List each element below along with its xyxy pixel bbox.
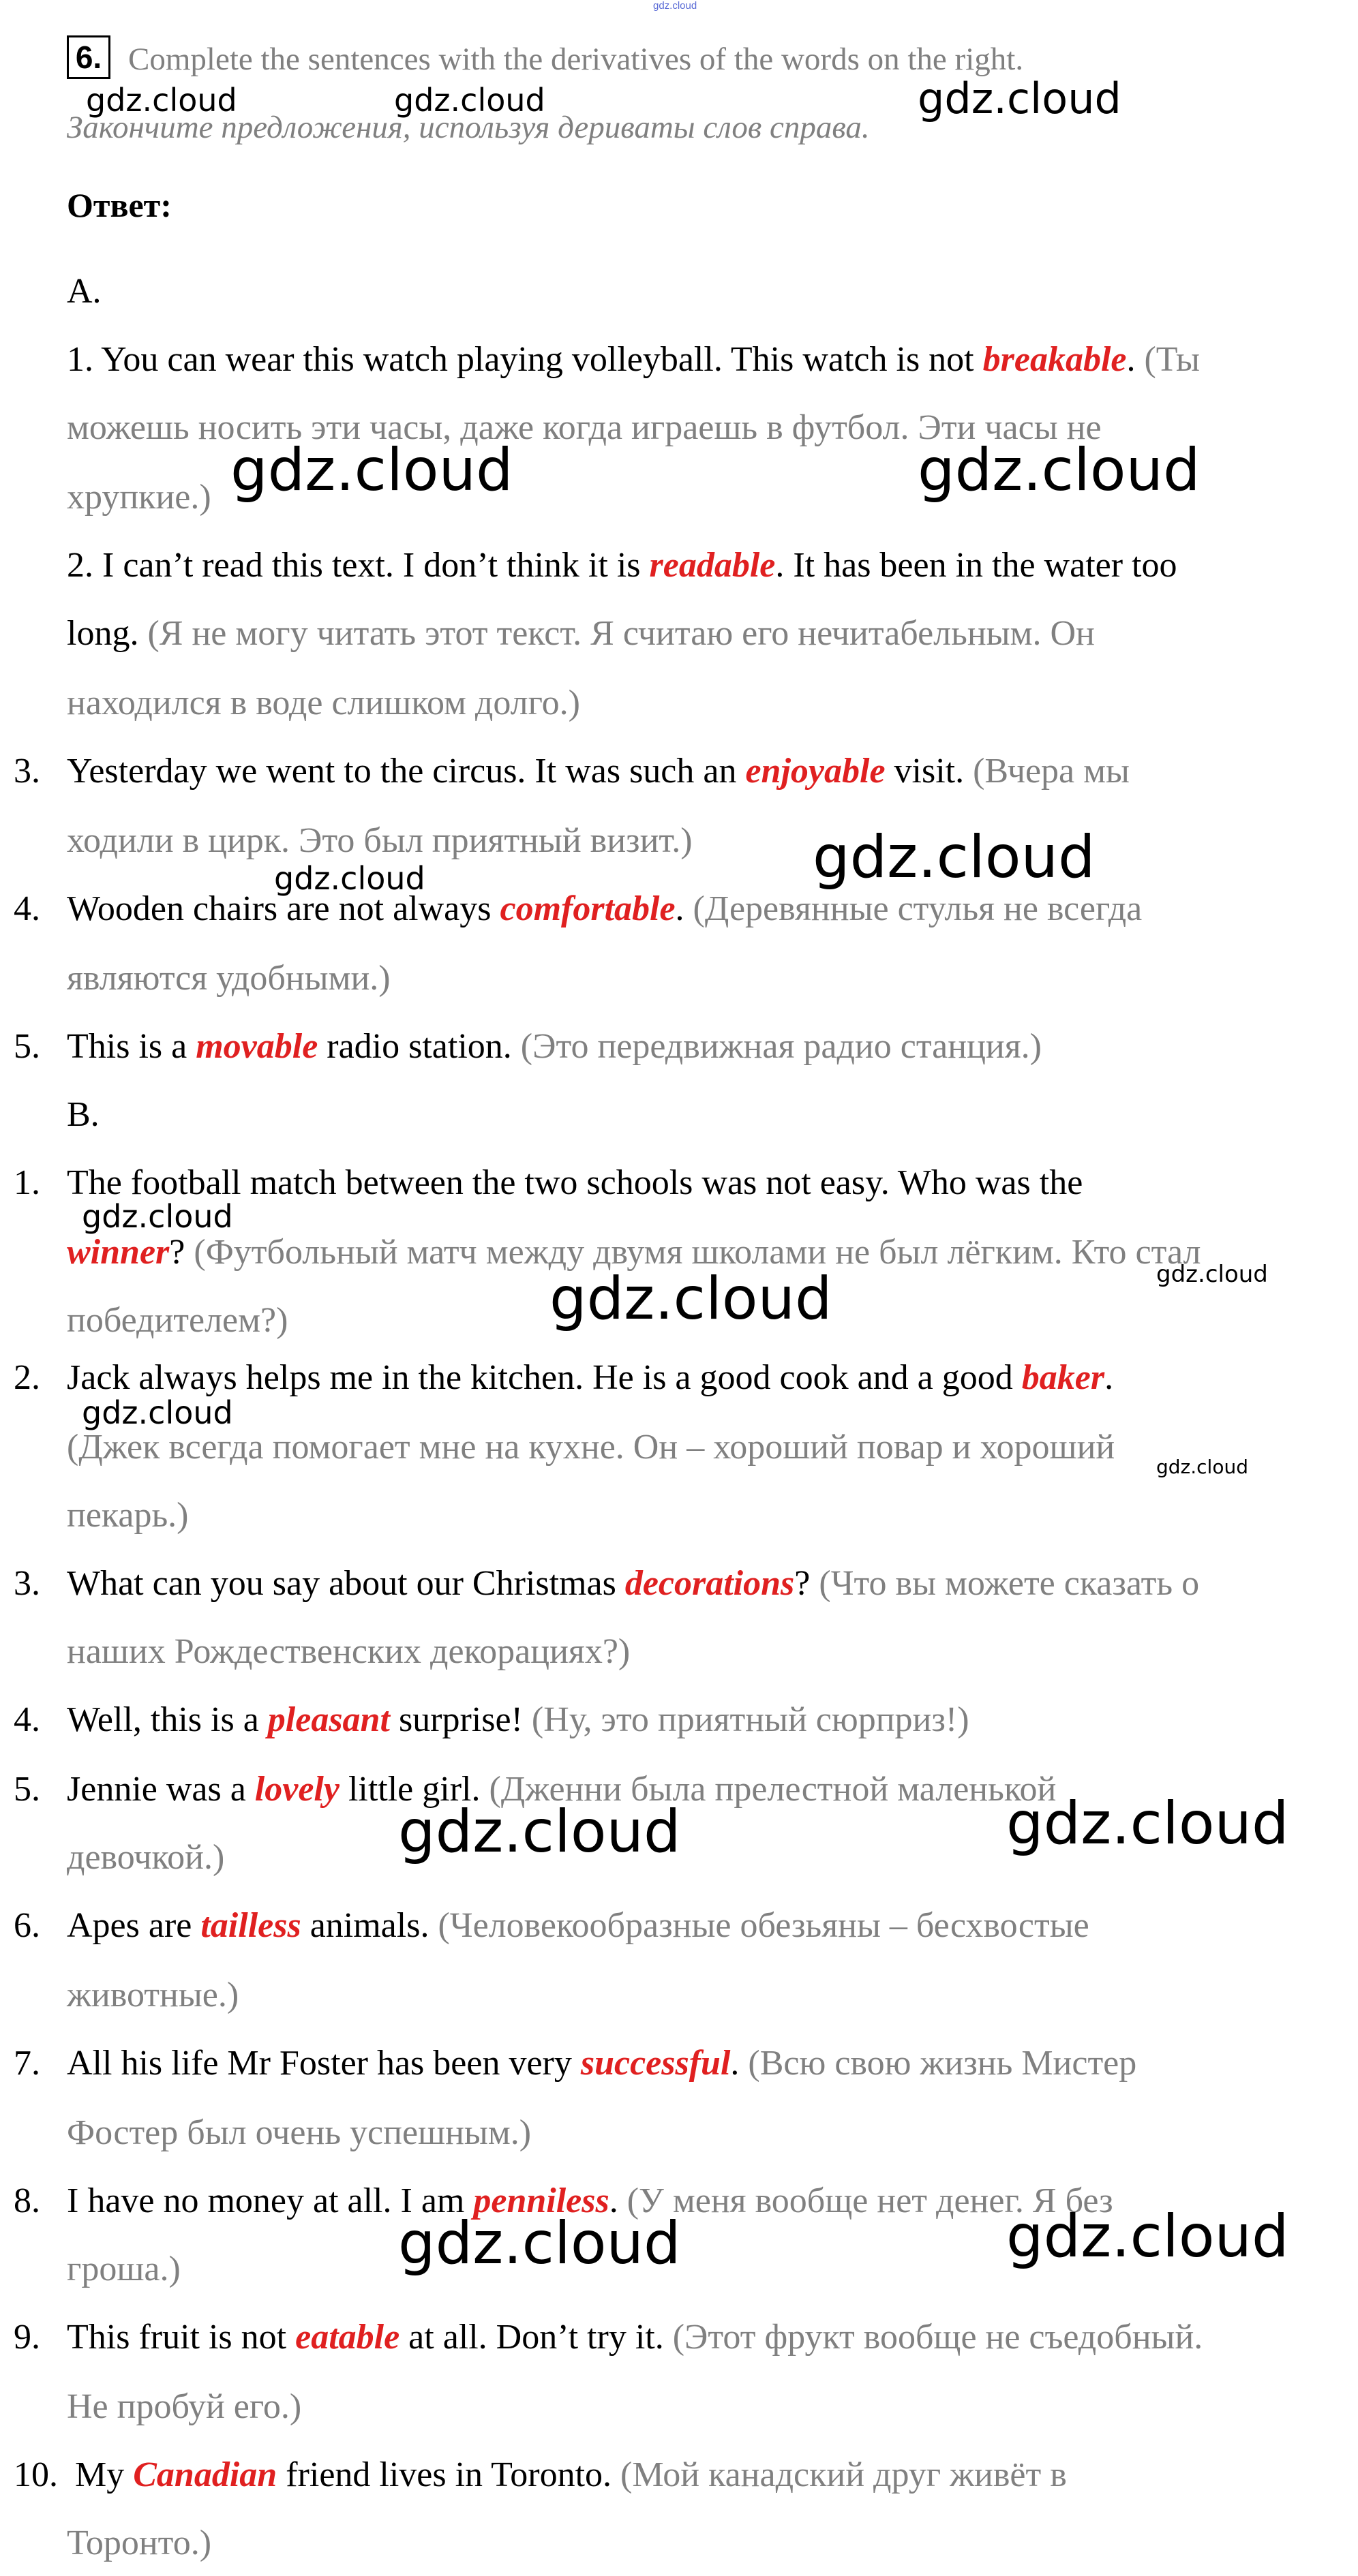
b9-line-1 xyxy=(67,2317,1203,2358)
b9-after: at all. Don’t try it. xyxy=(399,2318,673,2357)
a4-translation-1: (Деревянные стулья не всегда xyxy=(693,889,1143,928)
b3-line-1 xyxy=(67,1563,1199,1604)
b10-number: 10. xyxy=(14,2455,58,2494)
b10-translation-2: Торонто.) xyxy=(67,2524,212,2562)
a5-sentence: This is a xyxy=(67,1027,196,1066)
b6-sentence: Apes are xyxy=(67,1906,201,1945)
a3-translation-2: ходили в цирк. Это был приятный визит.) xyxy=(67,821,693,860)
b6-line-1 xyxy=(67,1905,1089,1946)
b1-answer-word: winner xyxy=(67,1233,170,1272)
b4-number: 4. xyxy=(14,1700,40,1739)
watermark: gdz.cloud xyxy=(398,2209,681,2278)
watermark: gdz.cloud xyxy=(86,82,237,119)
a4-translation-2: являются удобными.) xyxy=(67,959,391,998)
a1-answer-word: breakable xyxy=(982,340,1127,379)
a3-sentence: Yesterday we went to the circus. It was such an xyxy=(67,752,746,791)
watermark: gdz.cloud xyxy=(394,82,545,119)
b6-answer-word: tailless xyxy=(200,1906,301,1945)
b10-after: friend lives in Toronto. xyxy=(277,2455,621,2494)
answer-label: Ответ: xyxy=(67,186,172,224)
a3-after: visit. xyxy=(885,752,974,791)
b6-after: animals. xyxy=(301,1906,438,1945)
b9-translation-2: Не пробуй его.) xyxy=(67,2387,302,2426)
b1-translation-2: победителем?) xyxy=(67,1301,288,1340)
b7-after: . xyxy=(730,2044,749,2083)
b1-number: 1. xyxy=(14,1163,40,1202)
b3-after: ? xyxy=(794,1564,819,1603)
b4-translation-1: (Ну, это приятный сюрприз!) xyxy=(531,1700,969,1739)
b2-sentence: Jack always helps me in the kitchen. He is a good cook and a good xyxy=(67,1358,1022,1397)
a2-continuation: long. xyxy=(67,614,148,653)
instruction-english: Complete the sentences with the derivatives of the words on the right. xyxy=(128,42,1024,77)
b3-translation-1: (Что вы можете сказать о xyxy=(819,1564,1200,1603)
a5-number: 5. xyxy=(14,1027,40,1066)
b2-translation-2: пекарь.) xyxy=(67,1496,189,1535)
b4-after: surprise! xyxy=(389,1700,532,1739)
watermark: gdz.cloud xyxy=(1156,1456,1248,1478)
b5-number: 5. xyxy=(14,1770,40,1809)
b5-translation-1: (Дженни была прелестной маленькой xyxy=(489,1770,1057,1809)
a2-number: 2. xyxy=(67,546,93,585)
b9-translation-1: (Этот фрукт вообще не съедобный. xyxy=(672,2318,1203,2357)
a1-sentence: You can wear this watch playing volleyball. This watch is not xyxy=(101,340,983,379)
task-number-box: 6. xyxy=(67,35,110,79)
watermark: gdz.cloud xyxy=(274,860,425,897)
b9-answer-word: eatable xyxy=(295,2318,400,2357)
b3-number: 3. xyxy=(14,1564,40,1603)
b7-number: 7. xyxy=(14,2044,40,2083)
b5-after: little girl. xyxy=(339,1770,489,1809)
b7-sentence: All his life Mr Foster has been very xyxy=(67,2044,581,2083)
instruction-russian: Закончите предложения, используя дериваты слов справа. xyxy=(67,110,870,145)
b9-sentence: This fruit is not xyxy=(67,2318,296,2357)
section-a-label: A. xyxy=(67,272,102,311)
b2-line-1 xyxy=(67,1358,1113,1398)
a2-after: . It has been in the water too xyxy=(775,546,1177,585)
b6-number: 6. xyxy=(14,1906,40,1945)
b8-after: . xyxy=(609,2181,627,2220)
b4-line-1 xyxy=(67,1700,969,1741)
a4-number: 4. xyxy=(14,889,40,928)
a2-sentence: I can’t read this text. I don’t think it is xyxy=(102,546,650,585)
a1-translation-2: можешь носить эти часы, даже когда играешь в футбол. Эти часы не xyxy=(67,408,1102,447)
watermark: gdz.cloud xyxy=(1156,1261,1268,1288)
b5-translation-2: девочкой.) xyxy=(67,1838,225,1877)
a3-number: 3. xyxy=(14,752,40,791)
b4-sentence: Well, this is a xyxy=(67,1700,268,1739)
b7-translation-1: (Всю свою жизнь Мистер xyxy=(748,2044,1137,2083)
watermark: gdz.cloud xyxy=(1006,2203,1289,2271)
b1-translation-1: (Футбольный матч между двумя школами не был лёгким. Кто стал xyxy=(194,1233,1201,1272)
a1-number: 1. xyxy=(67,340,93,379)
a3-translation-1: (Вчера мы xyxy=(973,752,1130,791)
b9-number: 9. xyxy=(14,2318,40,2357)
a2-translation-1: (Я не могу читать этот текст. Я считаю его нечитабельным. Он xyxy=(147,614,1095,653)
b3-sentence: What can you say about our Christmas xyxy=(67,1564,625,1603)
b7-line-1 xyxy=(67,2043,1136,2084)
watermark: gdz.cloud xyxy=(813,823,1096,891)
b2-number: 2. xyxy=(14,1358,40,1397)
b8-number: 8. xyxy=(14,2181,40,2220)
watermark: gdz.cloud xyxy=(549,1265,832,1333)
a5-translation-1: (Это передвижная радио станция.) xyxy=(520,1027,1042,1066)
b5-answer-word: lovely xyxy=(254,1770,340,1809)
b10-answer-word: Canadian xyxy=(133,2455,277,2494)
b10-translation-1: (Мой канадский друг живёт в xyxy=(620,2455,1067,2494)
b5-sentence: Jennie was a xyxy=(67,1770,255,1809)
b10-line-1 xyxy=(75,2455,1067,2496)
a5-after: radio station. xyxy=(318,1027,521,1066)
b3-translation-2: наших Рождественских декорациях?) xyxy=(67,1632,631,1671)
b2-after: . xyxy=(1104,1358,1114,1397)
b3-answer-word: decorations xyxy=(624,1564,795,1603)
a3-line-1 xyxy=(67,751,1130,792)
b8-translation-1: (У меня вообще нет денег. Я без xyxy=(627,2181,1113,2220)
section-b-label: B. xyxy=(67,1095,100,1134)
a4-sentence: Wooden chairs are not always xyxy=(67,889,500,928)
a2-translation-2: находился в воде слишком долго.) xyxy=(67,684,580,722)
a5-answer-word: movable xyxy=(196,1027,318,1066)
a2-line-1 xyxy=(67,545,1177,586)
a4-after: . xyxy=(675,889,693,928)
a2-line-2 xyxy=(67,613,1095,654)
a1-translation-1: (Ты xyxy=(1144,340,1200,379)
watermark: gdz.cloud xyxy=(230,436,513,504)
b2-answer-word: baker xyxy=(1021,1358,1105,1397)
a4-answer-word: comfortable xyxy=(500,889,676,928)
a4-line-1 xyxy=(67,889,1142,930)
b7-answer-word: successful xyxy=(580,2044,731,2083)
watermark: gdz.cloud xyxy=(398,1798,681,1866)
watermark: gdz.cloud xyxy=(1006,1790,1289,1858)
b1-line-1: The football match between the two schools was not easy. Who was the xyxy=(67,1163,1083,1202)
b2-translation-1: (Джек всегда помогает мне на кухне. Он – хороший повар и хороший xyxy=(67,1428,1115,1467)
a2-answer-word: readable xyxy=(649,546,776,585)
b6-translation-1: (Человекообразные обезьяны – бесхвостые xyxy=(438,1906,1089,1945)
b10-sentence: My xyxy=(75,2455,134,2494)
a5-line-1 xyxy=(67,1026,1042,1067)
a1-line-1 xyxy=(67,339,1200,380)
b1-after: ? xyxy=(169,1233,194,1272)
watermark: gdz.cloud xyxy=(918,436,1201,504)
a1-translation-3: хрупкие.) xyxy=(67,478,211,517)
b4-answer-word: pleasant xyxy=(267,1700,390,1739)
watermark: gdz.cloud xyxy=(82,1394,233,1431)
a1-after: . xyxy=(1126,340,1145,379)
b6-translation-2: животные.) xyxy=(67,1976,239,2014)
b8-translation-2: гроша.) xyxy=(67,2250,181,2288)
watermark: gdz.cloud xyxy=(918,74,1121,123)
b8-answer-word: penniless xyxy=(473,2181,609,2220)
b7-translation-2: Фостер был очень успешным.) xyxy=(67,2113,532,2152)
a3-answer-word: enjoyable xyxy=(745,752,886,791)
watermark: gdz.cloud xyxy=(82,1198,233,1235)
b8-sentence: I have no money at all. I am xyxy=(67,2181,474,2220)
top-watermark: gdz.cloud xyxy=(653,0,697,12)
